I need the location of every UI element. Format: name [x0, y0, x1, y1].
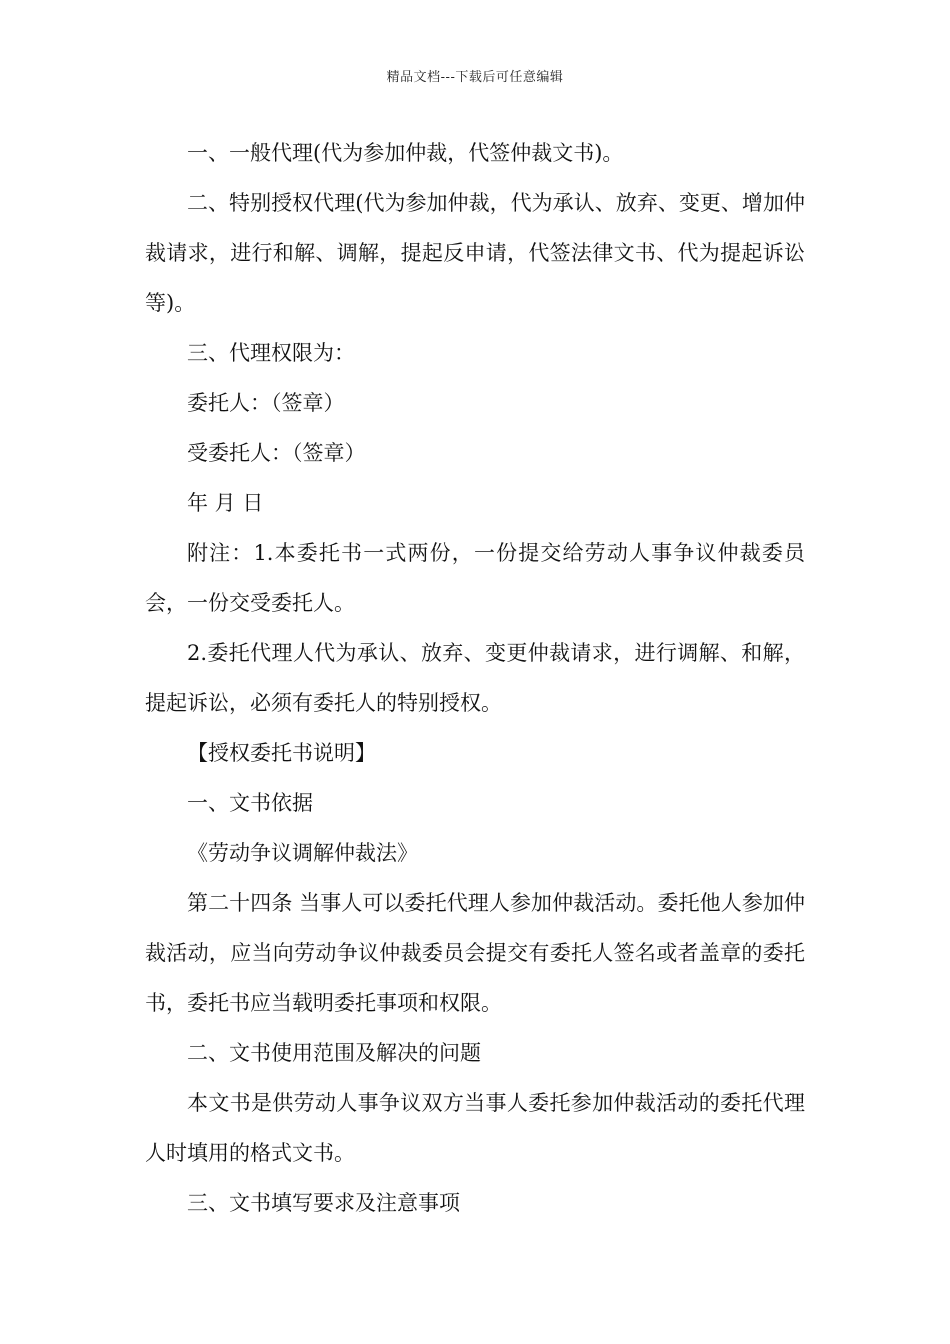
section-heading-requirements: 三、文书填写要求及注意事项: [187, 1191, 460, 1215]
paragraph-principal-signature: 委托人：（签章）: [187, 391, 345, 415]
section-heading-scope: 二、文书使用范围及解决的问题: [187, 1041, 481, 1065]
paragraph-agent-signature: 受委托人：（签章）: [187, 441, 366, 465]
paragraph-agency-scope: 三、代理权限为：: [187, 341, 355, 365]
paragraph-article-24: 第二十四条 当事人可以委托代理人参加仲裁活动。委托他人参加仲裁活动，应当向劳动争议仲裁委员会提交有委托人签名或者盖章的委托书，委托书应当载明委托事项和权限。: [145, 891, 805, 1015]
section-heading-explanation: 【授权委托书说明】: [187, 741, 376, 765]
document-body: [145, 128, 805, 1228]
paragraph-scope-description: 本文书是供劳动人事争议双方当事人委托参加仲裁活动的委托代理人时填用的格式文书。: [145, 1091, 805, 1165]
page-header: 精品文档---下载后可任意编辑: [386, 70, 564, 85]
paragraph-note-2: 2.委托代理人代为承认、放弃、变更仲裁请求，进行调解、和解，提起诉讼，必须有委托人的特别授权。: [145, 641, 805, 715]
paragraph-note-1: 附注：1.本委托书一式两份，一份提交给劳动人事争议仲裁委员会，一份交受委托人。: [145, 541, 805, 615]
paragraph-general-agency: 一、一般代理(代为参加仲裁，代签仲裁文书)。: [187, 141, 624, 165]
paragraph-law-title: 《劳动争议调解仲裁法》: [187, 841, 418, 865]
paragraph-special-agency: 二、特别授权代理(代为参加仲裁，代为承认、放弃、变更、增加仲裁请求，进行和解、调解，提起反申请，代签法律文书、代为提起诉讼等)。: [145, 191, 805, 315]
section-heading-basis: 一、文书依据: [187, 791, 313, 815]
paragraph-date: 年 月 日: [187, 491, 264, 515]
